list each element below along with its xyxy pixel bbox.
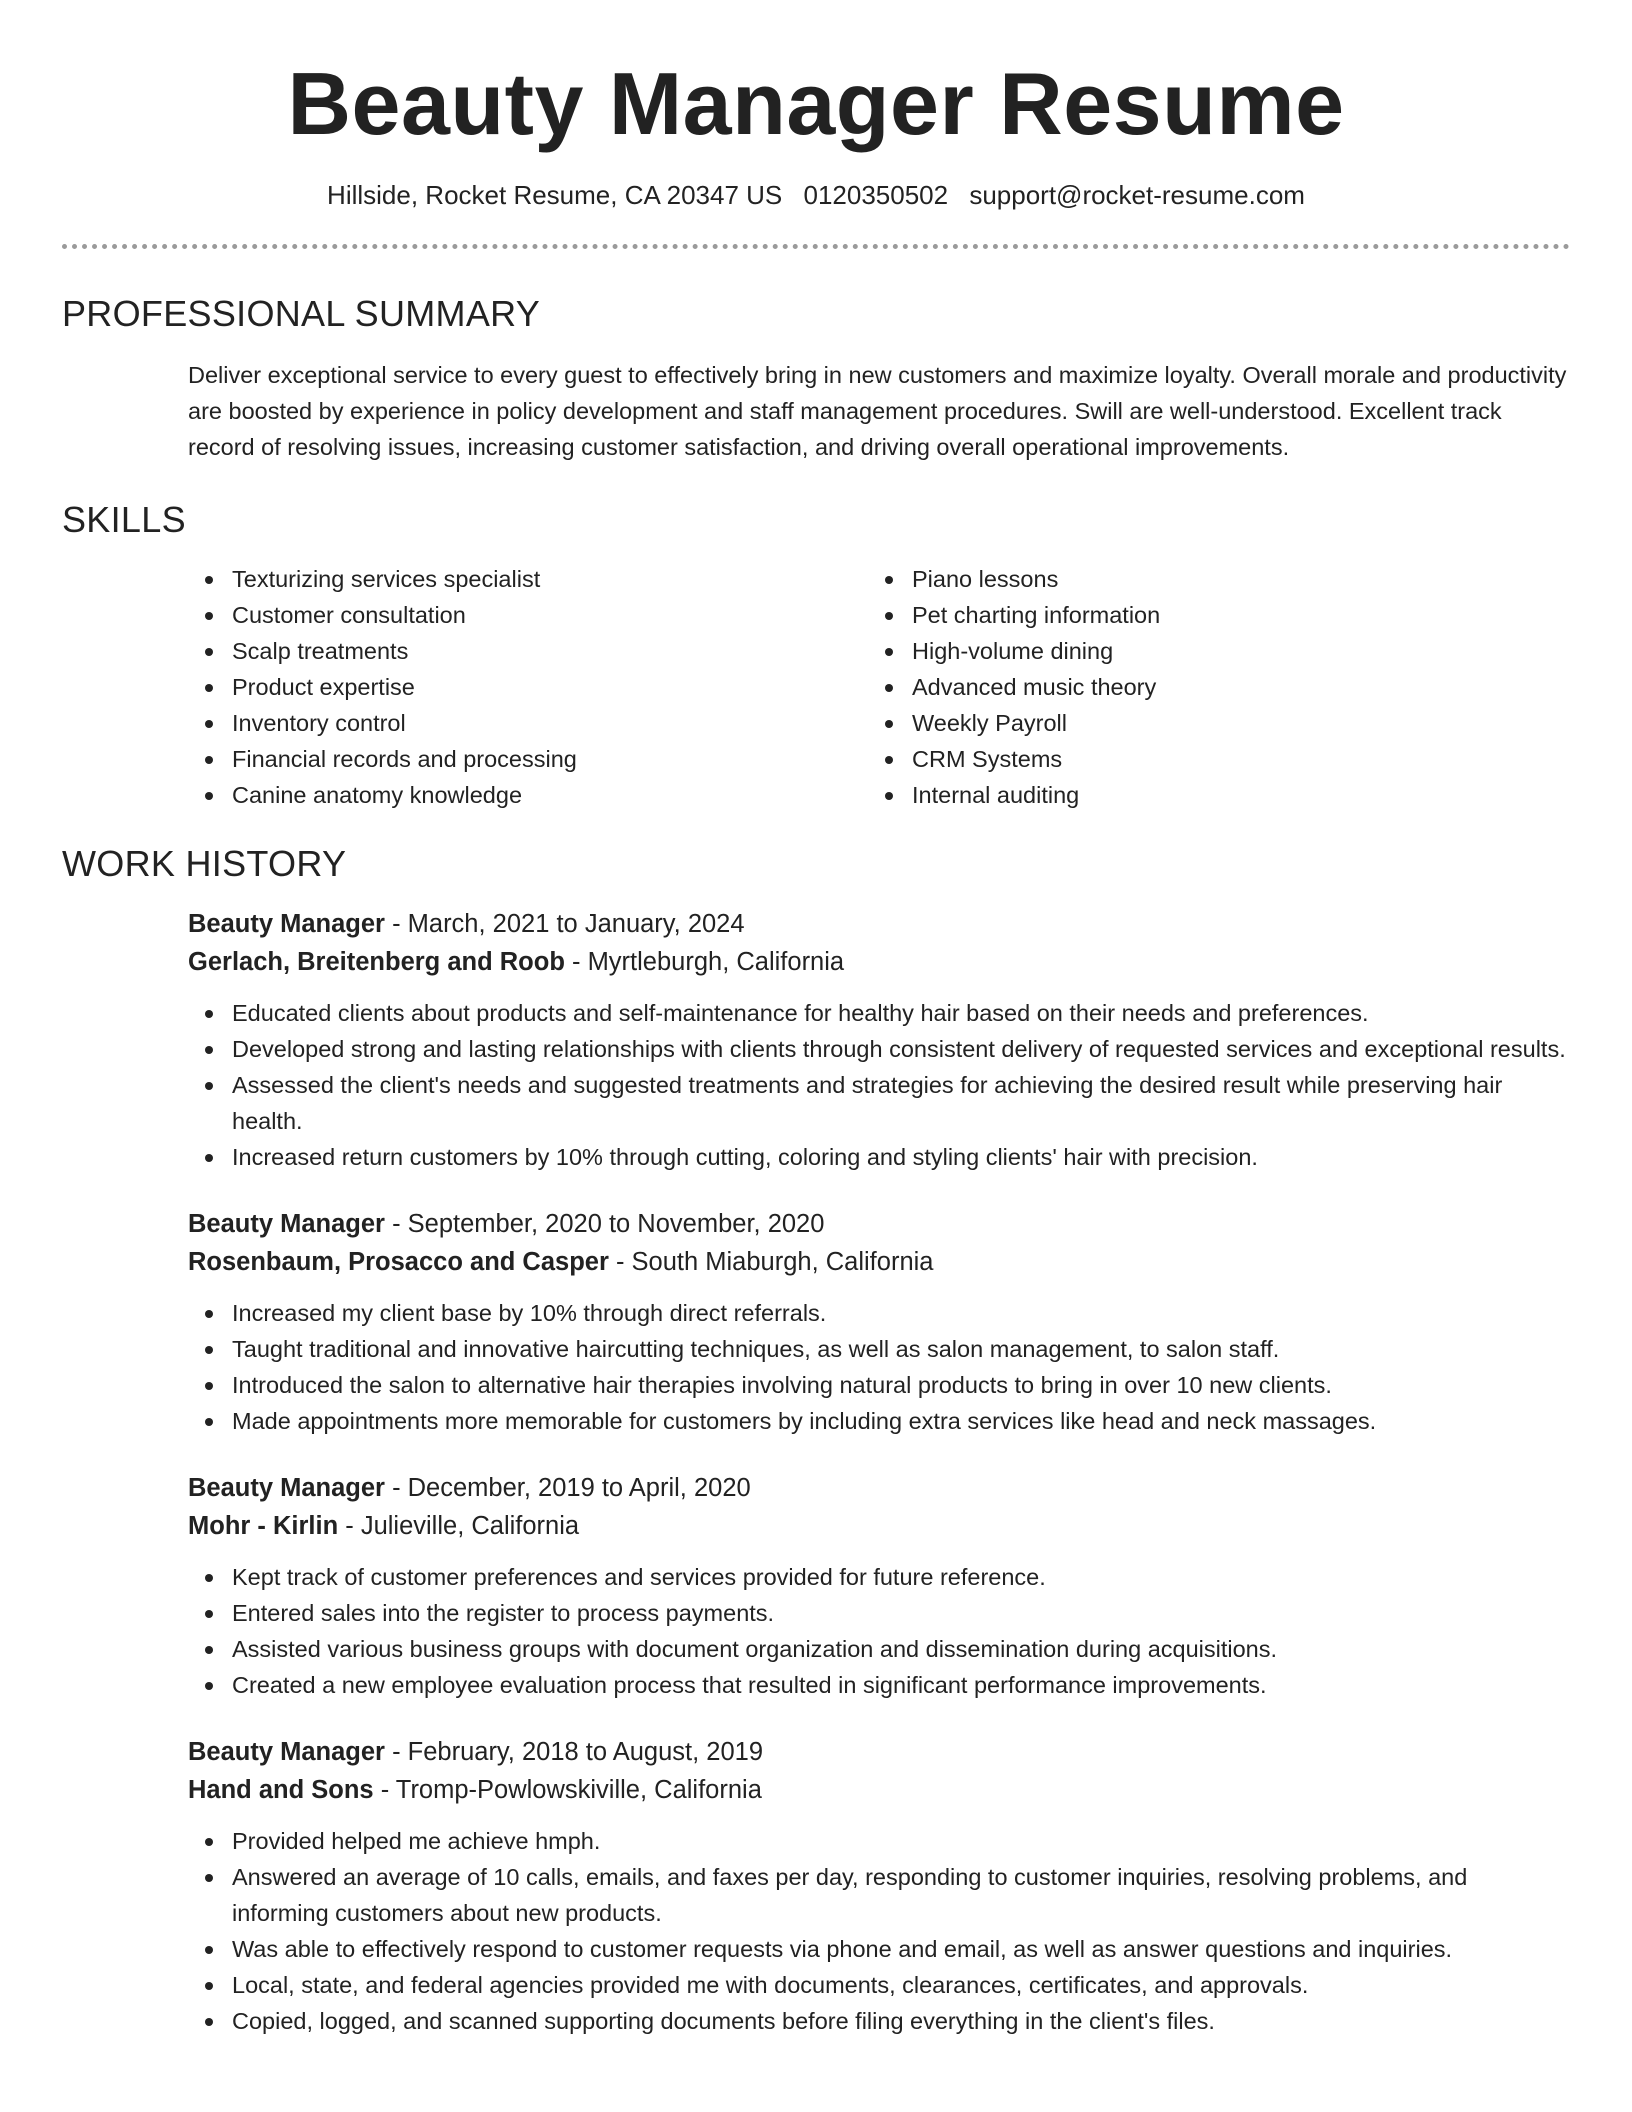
skill-item: Piano lessons bbox=[868, 561, 1548, 597]
job-role-line bbox=[188, 1469, 1570, 1507]
job-company-line bbox=[188, 943, 1570, 981]
job-bullet: Provided helped me achieve hmph. bbox=[188, 1823, 1570, 1859]
job-entry bbox=[188, 1205, 1570, 1439]
skill-item: Customer consultation bbox=[188, 597, 868, 633]
contact-address: Hillside, Rocket Resume, CA 20347 US bbox=[327, 180, 783, 210]
skill-item: High-volume dining bbox=[868, 633, 1548, 669]
job-bullet: Made appointments more memorable for customers by including extra services like head and neck massages. bbox=[188, 1403, 1570, 1439]
job-location: - Tromp-Powlowskiville, California bbox=[373, 1776, 762, 1804]
summary-heading: PROFESSIONAL SUMMARY bbox=[62, 293, 541, 334]
job-company: Gerlach, Breitenberg and Roob bbox=[188, 948, 565, 976]
job-role-line bbox=[188, 905, 1570, 943]
job-bullet: Developed strong and lasting relationships with clients through consistent delivery of requested services and exceptional results. bbox=[188, 1031, 1570, 1067]
job-company-line bbox=[188, 1507, 1570, 1545]
job-bullet: Created a new employee evaluation process that resulted in significant performance improvements. bbox=[188, 1667, 1570, 1703]
skill-item: Texturizing services specialist bbox=[188, 561, 868, 597]
header-divider bbox=[62, 244, 1570, 249]
job-dates: - December, 2019 to April, 2020 bbox=[384, 1474, 751, 1502]
skills-list bbox=[188, 561, 1570, 813]
job-dates: - March, 2021 to January, 2024 bbox=[384, 910, 745, 938]
job-bullet: Answered an average of 10 calls, emails, and faxes per day, responding to customer inquiries, resolving problems, and informing customers about new products. bbox=[188, 1859, 1570, 1931]
job-entry bbox=[188, 905, 1570, 1175]
job-company: Mohr - Kirlin bbox=[188, 1512, 339, 1540]
skill-item: Inventory control bbox=[188, 705, 868, 741]
job-location: - Julieville, California bbox=[338, 1512, 580, 1540]
skill-item: Advanced music theory bbox=[868, 669, 1548, 705]
job-role: Beauty Manager bbox=[188, 1738, 385, 1766]
work-history-heading: WORK HISTORY bbox=[62, 843, 347, 884]
job-role-line bbox=[188, 1733, 1570, 1771]
job-bullet: Increased return customers by 10% through cutting, coloring and styling clients' hair with precision. bbox=[188, 1139, 1570, 1175]
job-dates: - September, 2020 to November, 2020 bbox=[384, 1210, 825, 1238]
job-bullet: Was able to effectively respond to customer requests via phone and email, as well as answer questions and inquiries. bbox=[188, 1931, 1570, 1967]
job-bullet: Local, state, and federal agencies provided me with documents, clearances, certificates, and approvals. bbox=[188, 1967, 1570, 2003]
job-role: Beauty Manager bbox=[188, 910, 385, 938]
job-company-line bbox=[188, 1771, 1570, 1809]
contact-phone: 0120350502 bbox=[803, 180, 949, 210]
skill-item: Scalp treatments bbox=[188, 633, 868, 669]
skills-column-right bbox=[868, 561, 1548, 813]
job-entry bbox=[188, 1469, 1570, 1703]
job-bullet: Kept track of customer preferences and services provided for future reference. bbox=[188, 1559, 1570, 1595]
job-bullet: Taught traditional and innovative haircutting techniques, as well as salon management, to salon staff. bbox=[188, 1331, 1570, 1367]
job-company: Rosenbaum, Prosacco and Casper bbox=[188, 1248, 609, 1276]
job-bullets bbox=[188, 1295, 1570, 1439]
skill-item: Product expertise bbox=[188, 669, 868, 705]
job-bullet: Copied, logged, and scanned supporting documents before filing everything in the client's files. bbox=[188, 2003, 1570, 2039]
job-role: Beauty Manager bbox=[188, 1210, 385, 1238]
job-dates: - February, 2018 to August, 2019 bbox=[384, 1738, 764, 1766]
job-bullets bbox=[188, 995, 1570, 1175]
skill-item: Financial records and processing bbox=[188, 741, 868, 777]
summary-text: Deliver exceptional service to every guest to effectively bring in new customers and maximize loyalty. Overall morale and productivity are boosted by experience in policy development and staff management procedures. Swill are well-understood. Excellent track record of resolving issues, increasing customer satisfaction, and driving overall operational improvements. bbox=[188, 362, 1567, 460]
job-bullet: Educated clients about products and self-maintenance for healthy hair based on their needs and preferences. bbox=[188, 995, 1570, 1031]
skill-item: Internal auditing bbox=[868, 777, 1548, 813]
resume-title: Beauty Manager Resume bbox=[287, 54, 1345, 153]
job-company-line bbox=[188, 1243, 1570, 1281]
job-bullet: Increased my client base by 10% through direct referrals. bbox=[188, 1295, 1570, 1331]
skill-item: Canine anatomy knowledge bbox=[188, 777, 868, 813]
skill-item: Pet charting information bbox=[868, 597, 1548, 633]
contact-email: support@rocket-resume.com bbox=[969, 180, 1305, 210]
job-company: Hand and Sons bbox=[188, 1776, 374, 1804]
job-role: Beauty Manager bbox=[188, 1474, 385, 1502]
job-location: - South Miaburgh, California bbox=[608, 1248, 934, 1276]
skill-item: CRM Systems bbox=[868, 741, 1548, 777]
job-bullet: Introduced the salon to alternative hair therapies involving natural products to bring in over 10 new clients. bbox=[188, 1367, 1570, 1403]
job-bullets bbox=[188, 1559, 1570, 1703]
job-bullet: Entered sales into the register to process payments. bbox=[188, 1595, 1570, 1631]
job-bullet: Assessed the client's needs and suggested treatments and strategies for achieving the desired result while preserving hair health. bbox=[188, 1067, 1570, 1139]
job-bullet: Assisted various business groups with document organization and dissemination during acquisitions. bbox=[188, 1631, 1570, 1667]
contact-line bbox=[62, 180, 1570, 214]
job-role-line bbox=[188, 1205, 1570, 1243]
skills-column-left bbox=[188, 561, 868, 813]
job-bullets bbox=[188, 1823, 1570, 2039]
skill-item: Weekly Payroll bbox=[868, 705, 1548, 741]
job-location: - Myrtleburgh, California bbox=[564, 948, 845, 976]
job-entry bbox=[188, 1733, 1570, 2039]
skills-heading: SKILLS bbox=[62, 499, 186, 540]
